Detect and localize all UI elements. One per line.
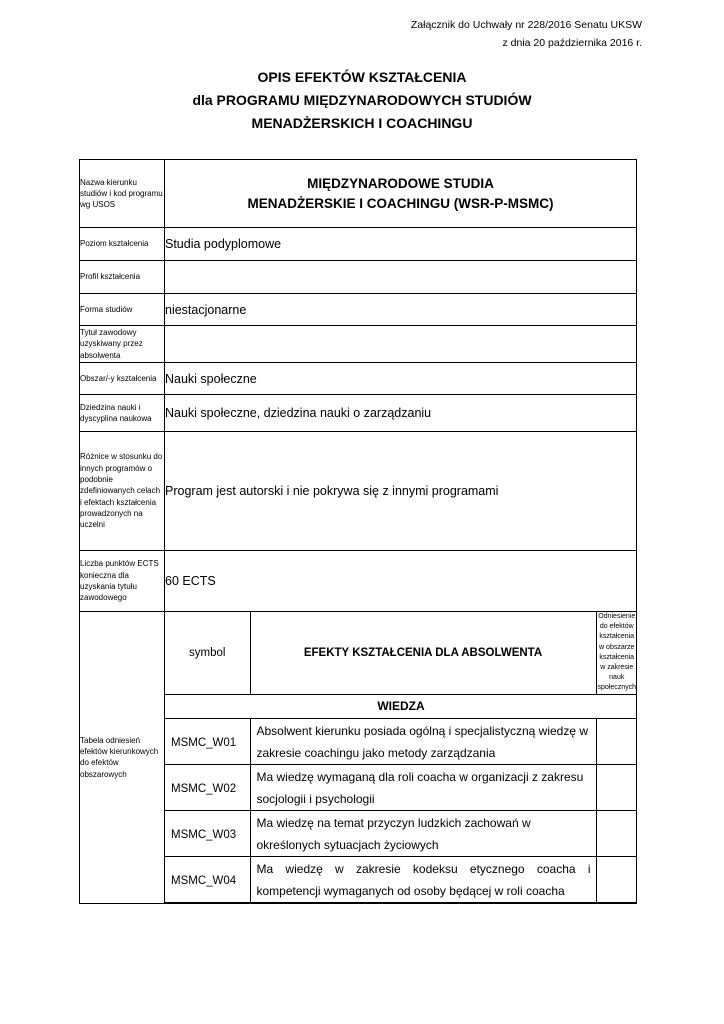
effect-row (165, 718, 637, 764)
value-differences: Program jest autorski i nie pokrywa się z innymi programami (165, 432, 637, 551)
effect-reference (596, 856, 637, 902)
label-ects: Liczba punktów ECTS konieczna dla uzyskania tytułu zawodowego (80, 551, 165, 612)
label-level: Poziom kształcenia (80, 228, 165, 261)
effects-table (165, 612, 637, 903)
value-field: Nauki społeczne, dziedzina nauki o zarządzaniu (165, 395, 637, 432)
row-field (80, 395, 637, 432)
effect-reference (596, 764, 637, 810)
annex-note (411, 16, 642, 52)
effect-symbol: MSMC_W02 (165, 764, 250, 810)
row-program-name (80, 160, 637, 228)
value-ects: 60 ECTS (165, 551, 637, 612)
effect-row (165, 764, 637, 810)
effect-symbol: MSMC_W04 (165, 856, 250, 902)
knowledge-section-title: WIEDZA (165, 694, 637, 718)
row-profile (80, 261, 637, 294)
row-differences (80, 432, 637, 551)
value-level: Studia podyplomowe (165, 228, 637, 261)
program-table (79, 159, 637, 904)
document-title (0, 66, 724, 135)
effect-symbol: MSMC_W01 (165, 718, 250, 764)
title-line-2: dla PROGRAMU MIĘDZYNARODOWYCH STUDIÓW (192, 92, 532, 108)
label-field: Dziedzina nauki i dyscyplina naukowa (80, 395, 165, 432)
symbol-header: symbol (165, 612, 250, 694)
row-effects-table (80, 612, 637, 904)
label-effects-table: Tabela odniesień efektów kierunkowych do efektów obszarowych (80, 612, 165, 904)
effect-reference (596, 718, 637, 764)
reference-header: Odniesienie do efektów kształcenia w obszarze kształcenia w zakresie nauk społecznych (596, 612, 637, 694)
row-degree (80, 326, 637, 363)
effect-symbol: MSMC_W03 (165, 810, 250, 856)
knowledge-section-row (165, 694, 637, 718)
row-form (80, 294, 637, 326)
effect-row (165, 856, 637, 902)
value-area: Nauki społeczne (165, 363, 637, 395)
effect-text: Ma wiedzę w zakresie kodeksu etycznego coacha i kompetencji wymaganych od osoby będącej w roli coacha (250, 856, 596, 902)
effect-text: Ma wiedzę wymaganą dla roli coacha w organizacji z zakresu socjologii i psychologii (250, 764, 596, 810)
value-program-name (165, 160, 637, 228)
value-profile (165, 261, 637, 294)
row-level (80, 228, 637, 261)
effect-reference (596, 810, 637, 856)
label-degree: Tytuł zawodowy uzyskiwany przez absolwenta (80, 326, 165, 363)
label-profile: Profil kształcenia (80, 261, 165, 294)
title-line-3: MENADŻERSKICH I COACHINGU (251, 115, 473, 131)
effect-text: Absolwent kierunku posiada ogólną i specjalistyczną wiedzę w zakresie coachingu jako metody zarządzania (250, 718, 596, 764)
effects-header-row (165, 612, 637, 694)
value-form: niestacjonarne (165, 294, 637, 326)
label-differences: Różnice w stosunku do innych programów o podobnie zdefiniowanych celach i efektach kształcenia prowadzonych na uczelni (80, 432, 165, 551)
annex-line-1: Załącznik do Uchwały nr 228/2016 Senatu UKSW (410, 19, 642, 31)
row-area (80, 363, 637, 395)
label-form: Forma studiów (80, 294, 165, 326)
effect-row (165, 810, 637, 856)
label-program-name: Nazwa kierunku studiów i kod programu wg USOS (80, 160, 165, 228)
row-ects (80, 551, 637, 612)
label-area: Obszar/-y kształcenia (80, 363, 165, 395)
program-name-line-1: MIĘDZYNARODOWE STUDIA (307, 175, 494, 191)
effects-header: EFEKTY KSZTAŁCENIA DLA ABSOLWENTA (250, 612, 596, 694)
value-degree (165, 326, 637, 363)
effects-table-wrapper (165, 612, 637, 904)
annex-line-2: z dnia 20 października 2016 r. (502, 37, 642, 49)
program-name-line-2: MENADŻERSKIE I COACHINGU (WSR-P-MSMC) (247, 195, 554, 211)
title-line-1: OPIS EFEKTÓW KSZTAŁCENIA (257, 69, 467, 85)
effect-text: Ma wiedzę na temat przyczyn ludzkich zachowań w określonych sytuacjach życiowych (250, 810, 596, 856)
